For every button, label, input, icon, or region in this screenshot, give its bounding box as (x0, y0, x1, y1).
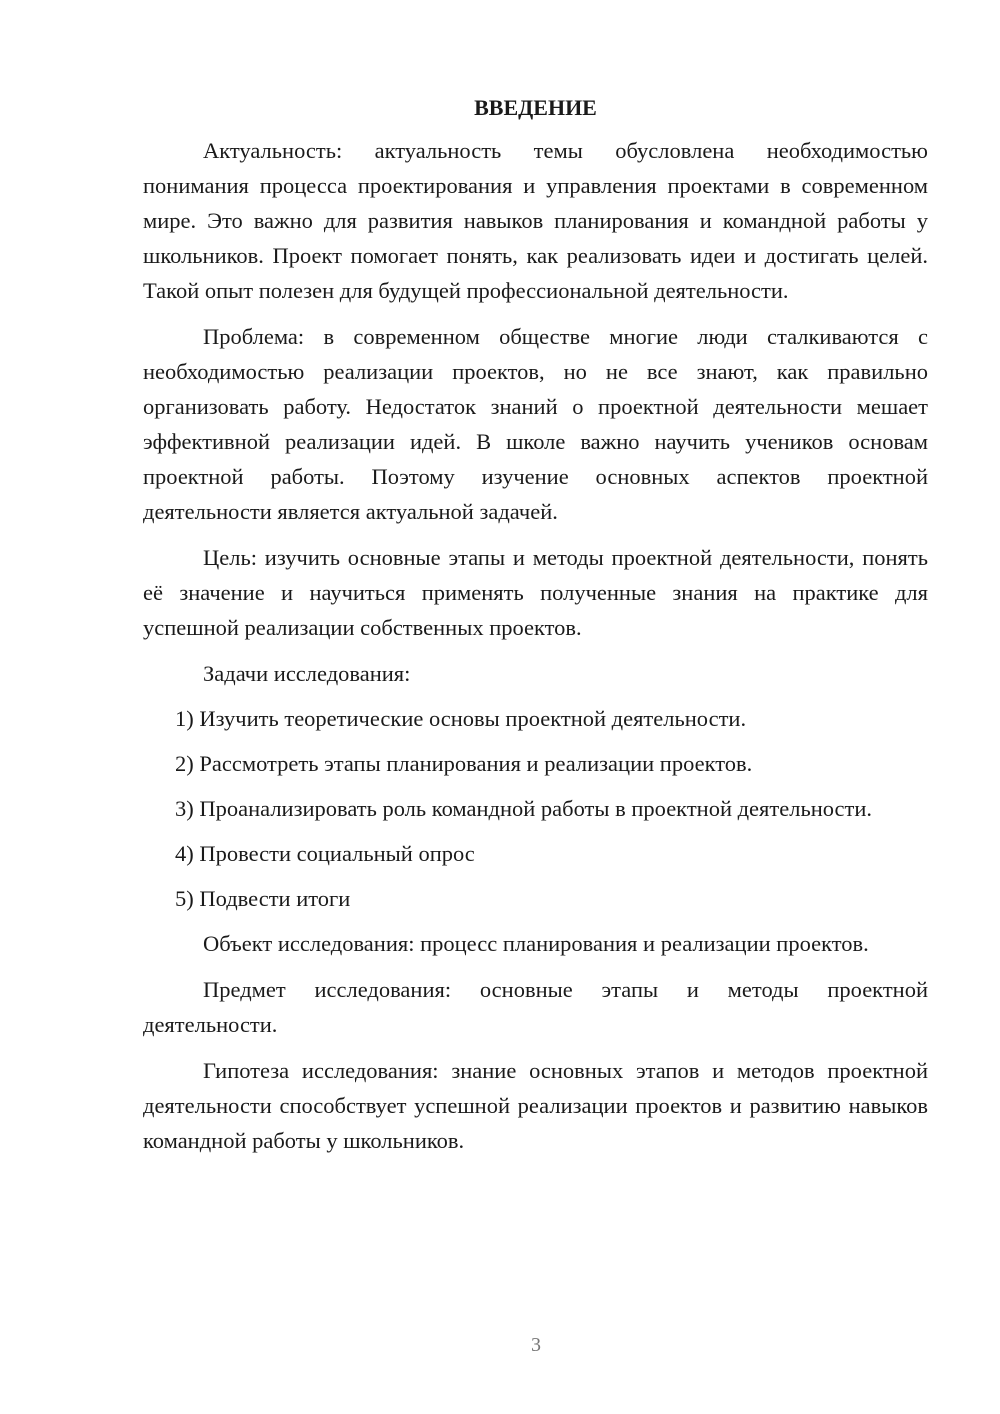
paragraph-relevance: Актуальность: актуальность темы обусловлена необходимостью понимания процесса проектирования и управления проектами в современном мире. Это важно для развития навыков планирования и командной работы у школьников. Проект помогает понять, как реализовать идеи и достигать целей. Такой опыт полезен для будущей профессиональной деятельности. (143, 138, 928, 303)
list-item: 3) Проанализировать роль командной работы в проектной деятельности. (175, 796, 873, 821)
paragraph-object: Объект исследования: процесс планирования и реализации проектов. (203, 931, 869, 956)
document-page (143, 92, 928, 1169)
tasks-label: Задачи исследования: (203, 661, 411, 686)
paragraph-subject: Предмет исследования: основные этапы и методы проектной деятельности. (143, 977, 928, 1037)
list-item: 2) Рассмотреть этапы планирования и реализации проектов. (175, 751, 753, 776)
paragraph-goal: Цель: изучить основные этапы и методы проектной деятельности, понять её значение и научиться применять полученные знания на практике для успешной реализации собственных проектов. (143, 545, 928, 640)
list-item: 5) Подвести итоги (175, 886, 351, 911)
page-number: 3 (531, 1334, 541, 1356)
paragraph-hypothesis: Гипотеза исследования: знание основных этапов и методов проектной деятельности способствует успешной реализации проектов и развитию навыков командной работы у школьников. (143, 1058, 928, 1153)
list-item: 4) Провести социальный опрос (175, 841, 475, 866)
tasks-list (143, 701, 928, 916)
list-item: 1) Изучить теоретические основы проектной деятельности. (175, 706, 747, 731)
page-title: ВВЕДЕНИЕ (474, 95, 597, 120)
paragraph-problem: Проблема: в современном обществе многие люди сталкиваются с необходимостью реализации проектов, но не все знают, как правильно организовать работу. Недостаток знаний о проектной деятельности мешает эффективной реализации идей. В школе важно научить учеников основам проектной работы. Поэтому изучение основных аспектов проектной деятельности является актуальной задачей. (143, 324, 928, 524)
